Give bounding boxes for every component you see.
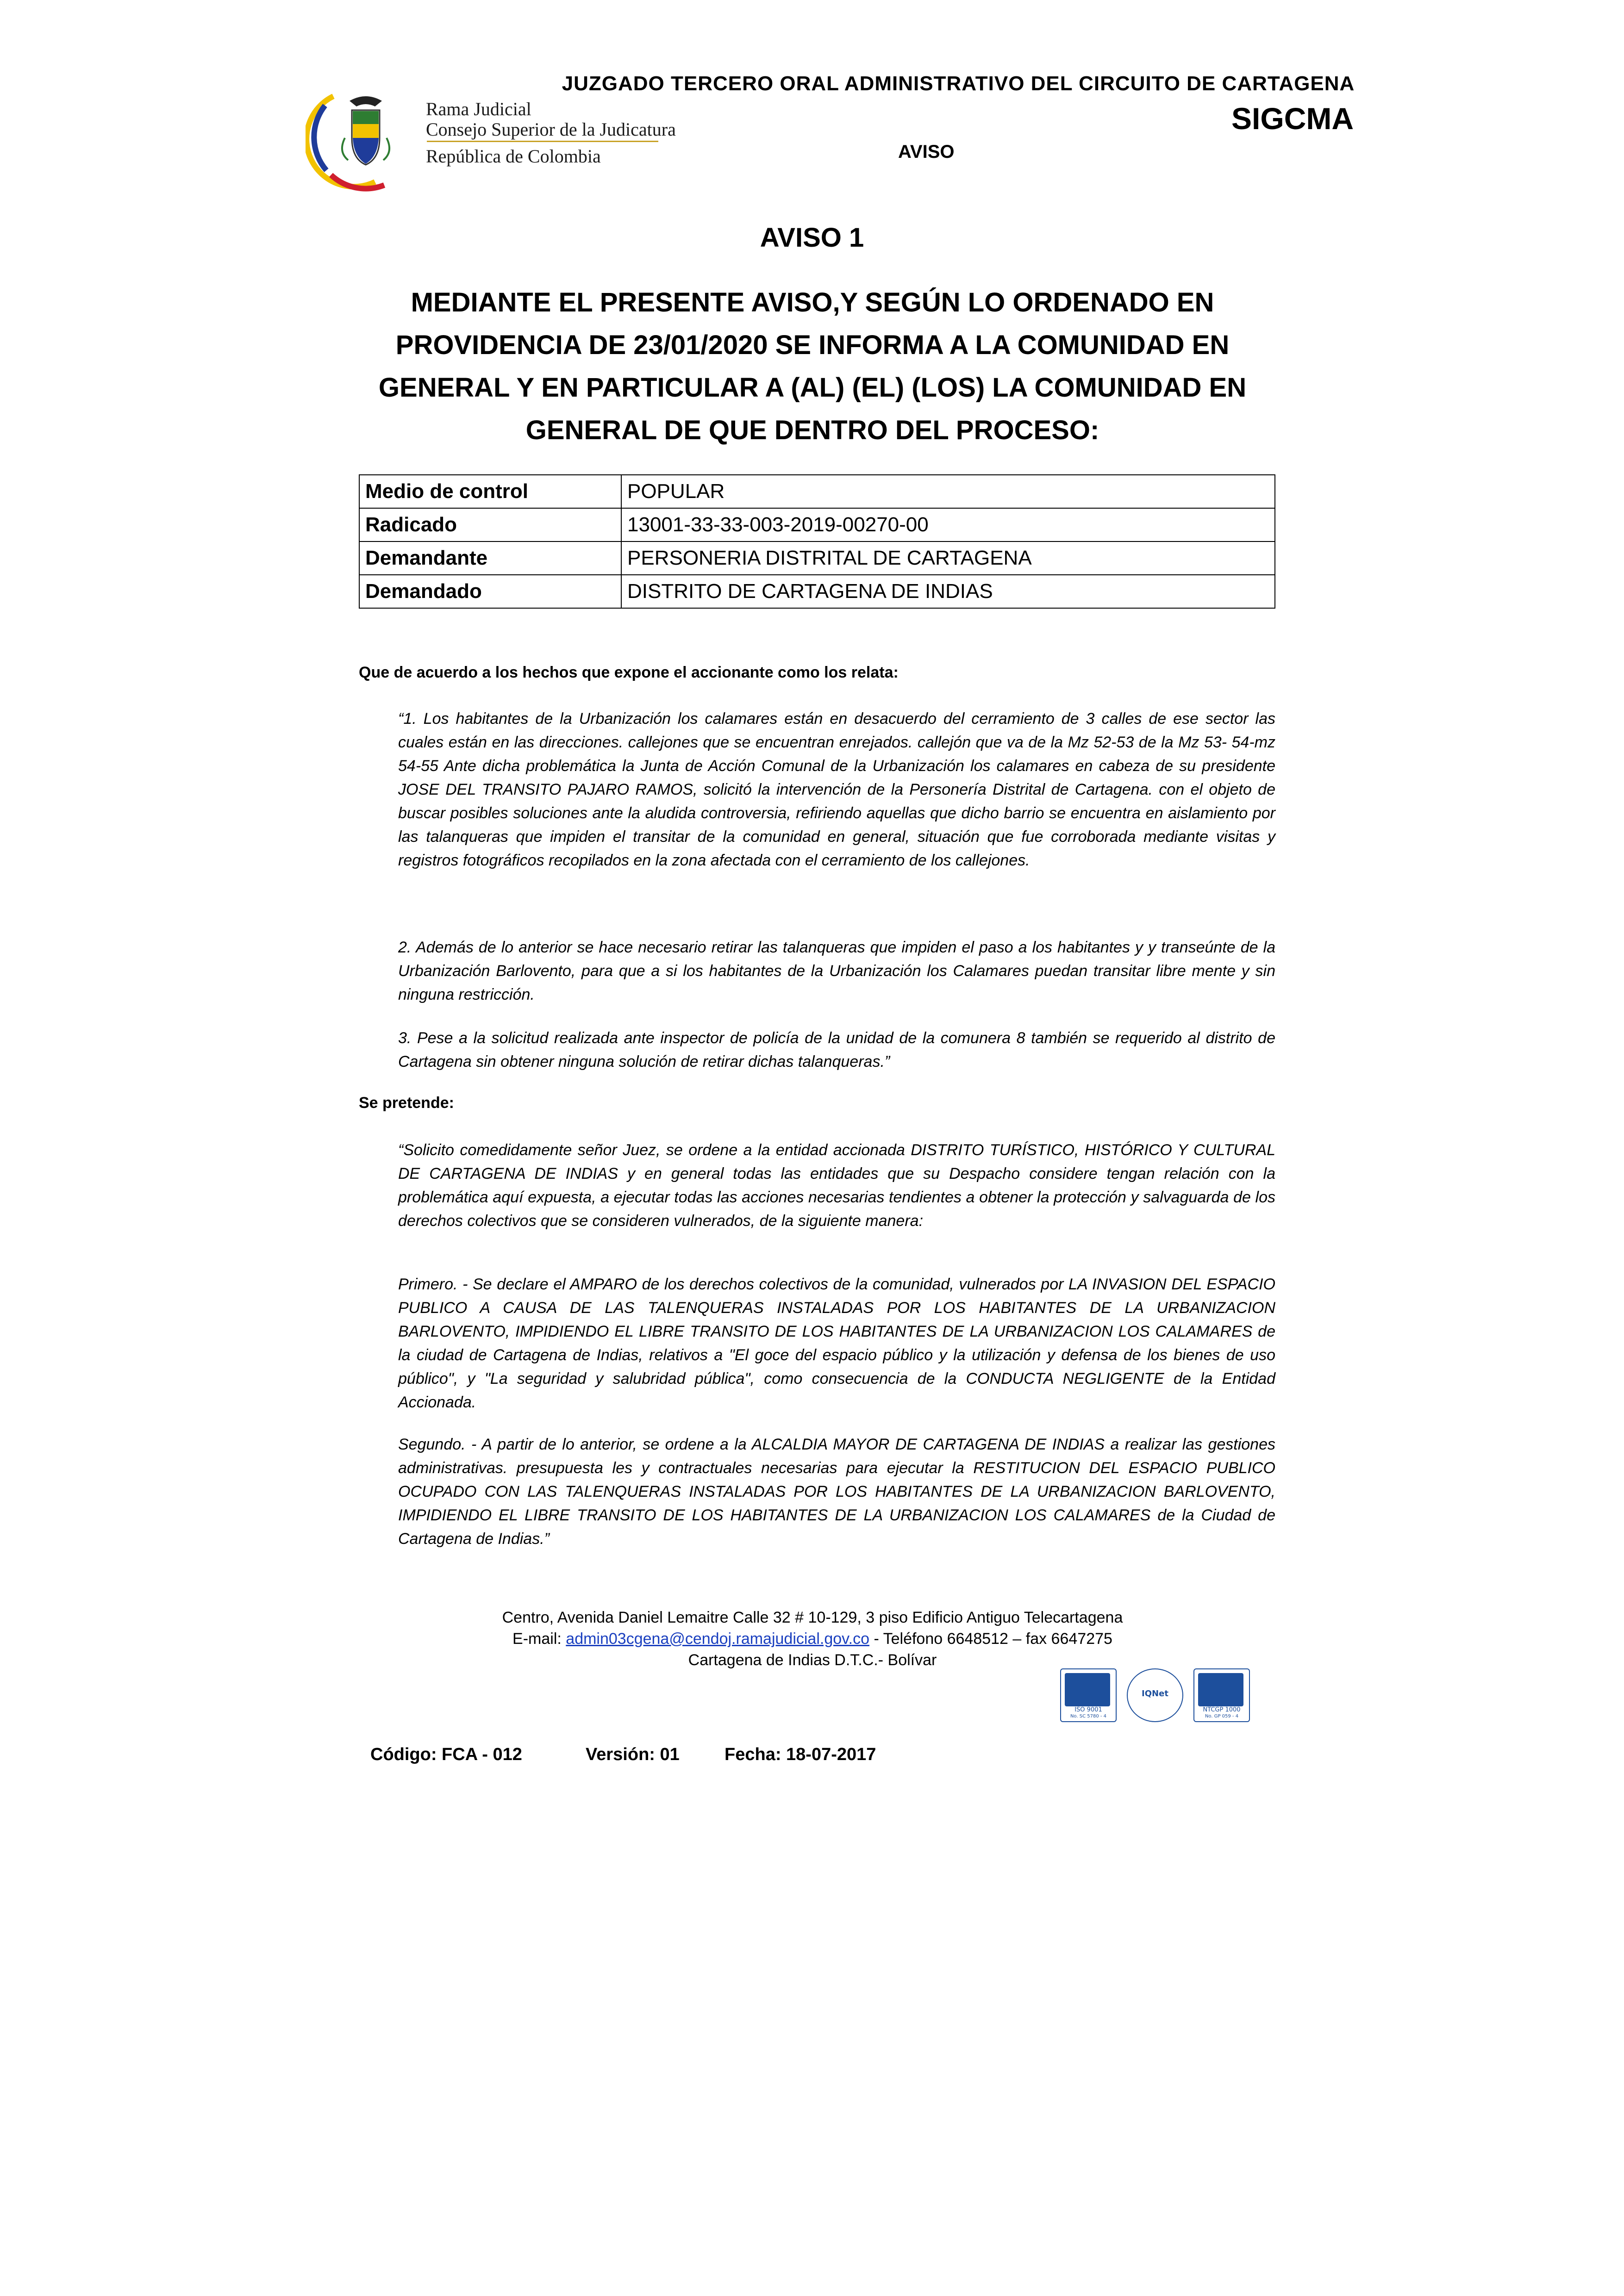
- table-row: [359, 508, 1275, 541]
- doc-date: Fecha: 18-07-2017: [725, 1745, 876, 1764]
- footer-contact: [370, 1628, 1255, 1649]
- email-label: E-mail:: [512, 1630, 566, 1648]
- table-value: DISTRITO DE CARTAGENA DE INDIAS: [621, 575, 1275, 608]
- doc-version: Versión: 01: [586, 1745, 680, 1764]
- fact-paragraph-1: “1. Los habitantes de la Urbanización los calamares están en desacuerdo del cerramiento de 3 calles de ese sector las cuales están en las direcciones. callejones que se encuentran enrejados. callejón que va de la Mz 52-53 de la Mz 53- 54-mz 54-55 Ante dicha problemática la Junta de Acción Comunal de la Urbanización los calamares en cabeza de su presidente JOSE DEL TRANSITO PAJARO RAMOS, solicitó la intervención de la Personería Distrital de Cartagena. con el objeto de buscar posibles soluciones ante la aludida controversia, refiriendo aquellas que dicho barrio se encuentra en aislamiento por las talanqueras que impiden el transitar de la comunidad en general, situación que fue corroborada mediante visitas y registros fotográficos recopilados en la zona afectada con el cerramiento de los callejones.: [398, 710, 1275, 869]
- doc-code: Código: FCA - 012: [370, 1745, 522, 1764]
- cert-number: No. GP 059 - 4: [1205, 1714, 1239, 1719]
- footer-city: Cartagena de Indias D.T.C.- Bolívar: [688, 1651, 937, 1669]
- rama-judicial-logo: [306, 82, 704, 193]
- cert-number: No. SC 5780 - 4: [1070, 1714, 1107, 1719]
- ntcgp-1000-cert-icon: [1193, 1668, 1250, 1722]
- table-row: [359, 575, 1275, 608]
- table-key: Demandante: [359, 541, 621, 575]
- sigcma-label: SIGCMA: [1231, 101, 1354, 136]
- se-pretende-heading: Se pretende:: [359, 1094, 454, 1112]
- petition-segundo: Segundo. - A partir de lo anterior, se ordene a la ALCALDIA MAYOR DE CARTAGENA DE INDIAS a realizar las gestiones administrativas. presupuesta les y contractuales necesarias para ejecutar la RESTITUCION DEL ESPACIO PUBLICO OCUPADO CON LAS TALENQUERAS INSTALADAS POR LOS HABITANTES DE LA URBANIZACION BARLOVENTO, IMPIDIENDO EL LIBRE TRANSITO DE LOS HABITANTES DE LA URBANIZACION LOS CALAMARES de la Ciudad de Cartagena de Indias.”: [398, 1436, 1275, 1548]
- table-key: Medio de control: [359, 475, 621, 508]
- notice-heading-line: GENERAL Y EN PARTICULAR A (AL) (EL) (LOS) LA COMUNIDAD EN: [378, 373, 1247, 403]
- court-name: JUZGADO TERCERO ORAL ADMINISTRATIVO DEL CIRCUITO DE CARTAGENA: [562, 72, 1355, 95]
- iso-9001-cert-icon: [1060, 1668, 1117, 1722]
- notice-heading-line: GENERAL DE QUE DENTRO DEL PROCESO:: [525, 415, 1099, 445]
- logo-line-consejo: Consejo Superior de la Judicatura: [426, 119, 676, 140]
- fact-paragraph-2: 2. Además de lo anterior se hace necesario retirar las talanqueras que impiden el paso a los habitantes y y transeúnte de la Urbanización Barlovento, para que a si los habitantes de la Urbanización los Calamares puedan transitar libre mente y sin ninguna restricción.: [398, 939, 1275, 1003]
- table-value: POPULAR: [621, 475, 1275, 508]
- table-row: [359, 475, 1275, 508]
- cert-label: IQNet: [1142, 1689, 1168, 1699]
- cert-label: NTCGP 1000: [1203, 1706, 1241, 1713]
- notice-heading: [352, 281, 1273, 452]
- cert-label: ISO 9001: [1074, 1706, 1102, 1713]
- notice-heading-line: MEDIANTE EL PRESENTE AVISO,Y SEGÚN LO ORDENADO EN: [411, 287, 1214, 317]
- petition-primero: Primero. - Se declare el AMPARO de los derechos colectivos de la comunidad, vulnerados por LA INVASION DEL ESPACIO PUBLICO A CAUSA DE LAS TALENQUERAS INSTALADAS POR LOS HABITANTES DE LA URBANIZACION BARLOVENTO, IMPIDIENDO EL LIBRE TRANSITO DE LOS HABITANTES DE LA URBANIZACION LOS CALAMARES de la ciudad de Cartagena de Indias, relativos a "El goce del espacio público y la utilización y defensa de los bienes de uso público", y "La seguridad y salubridad pública", como consecuencia de la CONDUCTA NEGLIGENTE de la Entidad Accionada.: [398, 1276, 1275, 1411]
- fact-paragraph-3: 3. Pese a la solicitud realizada ante inspector de policía de la unidad de la comunera 8 también se requerido al distrito de Cartagena sin obtener ninguna solución de retirar dichas talanqueras.”: [398, 1029, 1275, 1070]
- table-value: PERSONERIA DISTRITAL DE CARTAGENA: [621, 541, 1275, 575]
- table-value: 13001-33-33-003-2019-00270-00: [621, 508, 1275, 541]
- aviso-header-label: AVISO: [898, 142, 955, 162]
- petition-intro: “Solicito comedidamente señor Juez, se ordene a la entidad accionada DISTRITO TURÍSTICO, HISTÓRICO Y CULTURAL DE CARTAGENA DE INDIAS y en general todas las entidades que su Despacho considere tengan relación con la problemática aquí expuesta, a ejecutar todas las acciones necesarias tendientes a obtener la protección y salvaguarda de los derechos colectivos que se consideren vulnerados, de la siguiente manera:: [398, 1141, 1275, 1230]
- notice-heading-line: PROVIDENCIA DE 23/01/2020 SE INFORMA A LA COMUNIDAD EN: [395, 330, 1230, 360]
- phone-text: - Teléfono 6648512 – fax 6647275: [869, 1630, 1112, 1648]
- aviso-number-title: AVISO 1: [760, 223, 864, 253]
- logo-line-rama: Rama Judicial: [426, 99, 531, 119]
- iqnet-cert-icon: [1127, 1668, 1183, 1722]
- process-info-table: [359, 474, 1275, 609]
- colombia-coat-of-arms-icon: [306, 82, 426, 193]
- table-row: [359, 541, 1275, 575]
- logo-divider: [427, 141, 658, 142]
- email-link[interactable]: admin03cgena@cendoj.ramajudicial.gov.co: [566, 1630, 869, 1648]
- table-key: Radicado: [359, 508, 621, 541]
- logo-line-republica: República de Colombia: [426, 146, 601, 167]
- facts-intro: Que de acuerdo a los hechos que expone el accionante como los relata:: [359, 664, 899, 681]
- certification-logos: [1060, 1668, 1255, 1722]
- footer-address: Centro, Avenida Daniel Lemaitre Calle 32 # 10-129, 3 piso Edificio Antiguo Telecartagena: [502, 1609, 1123, 1626]
- table-key: Demandado: [359, 575, 621, 608]
